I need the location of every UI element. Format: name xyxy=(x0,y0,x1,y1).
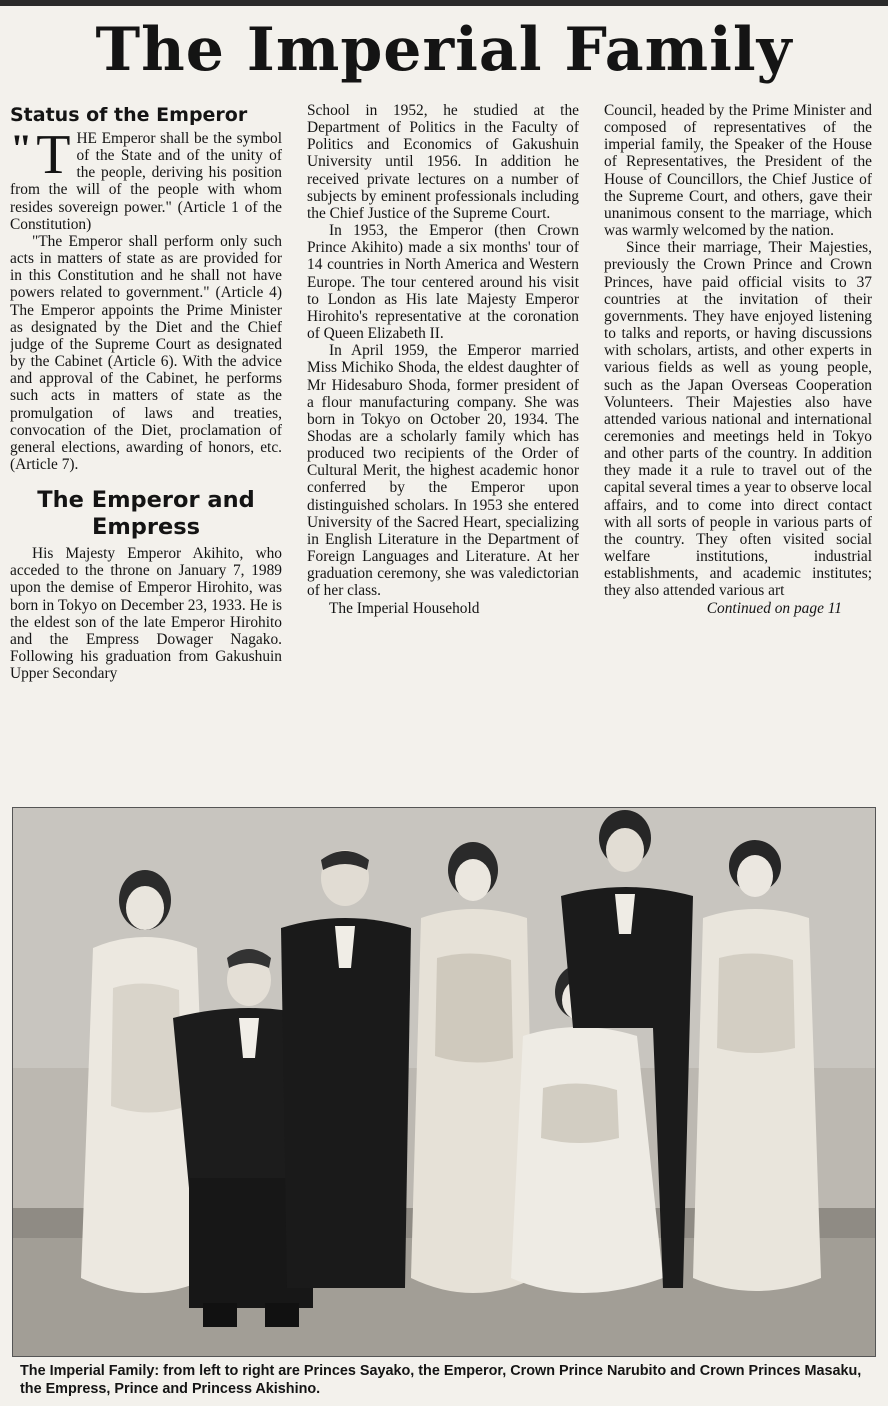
masthead-title: The Imperial Family xyxy=(95,15,793,85)
photo-caption: The Imperial Family: from left to right are Princes Sayako, the Emperor, Crown Prince Narubito and Crown Princes Masaku, the Empress, Prince and Princess Akishino. xyxy=(20,1363,862,1397)
quote-body: HE Emperor shall be the symbol of the State and of the unity of the people, deriving his position from the will of the people with whom resides sovereign power." (Article 1 of the Constitution) xyxy=(10,130,282,233)
family-photo xyxy=(12,807,876,1357)
continued-note: Continued on page 11 xyxy=(706,599,842,617)
paragraph: Council, headed by the Prime Minister and composed of representatives of the imperial family, the Speaker of the House of Representatives, the President of the House of Councillors, the Chief Justice of the Supreme Court, and others, gave their unanimous consent to the marriage, which was warmly welcomed by the nation. xyxy=(604,102,872,240)
section-heading-emperor-empress: The Emperor and Empress xyxy=(37,487,255,541)
family-photo-illustration xyxy=(13,808,875,1356)
drop-cap: T xyxy=(36,124,71,186)
paragraph: "The Emperor shall perform only such acts in matters of state as are provided for in this Constitution and he shall not have powers related to government." (Article 4) The Emperor appoints the Prime Minister as designated by the Diet and the Chief judge of the Supreme Court as designated by the Cabinet (Article 6). With the advice and approval of the Cabinet, he performs such acts in matters of state as the promulgation of laws and treaties, convocation of the Diet, proclamation of general elections, awarding of honors, etc. (Article 7). xyxy=(10,232,282,473)
paragraph: In April 1959, the Emperor married Miss Michiko Shoda, the eldest daughter of Mr Hidesaburo Shoda, former president of a flour manufacturing company. She was born in Tokyo on October 20, 1934. The Shodas are a scholarly family which has produced two recipients of the Order of Cultural Merit, the highest academic honor conferred by the Emperor upon distinguished scholars. In 1953 she entered University of the Sacred Heart, specializing in English Literature in the Department of Foreign Languages and Literature. At her graduation ceremony, she was valedictorian of her class. xyxy=(307,342,579,600)
paragraph: Since their marriage, Their Majesties, previously the Crown Prince and Crown Princes, have paid official visits to 37 countries at the invitation of their governments. They have enjoyed listening to talks and reports, or having discussions with scholars, artists, and other experts in various fields as well as young people, such as the Japan Overseas Cooperation Volunteers. Their Majesties also have attended various national and international ceremonies and meetings held in Tokyo and other parts of the country. In addition they made it a rule to travel out of the capital several times a year to observe local affairs, and to come into direct contact with all sorts of people in various parts of the country. They often visited social welfare institutions, industrial establishments, and academic institutes; they also attended various art xyxy=(604,239,872,600)
column-3 xyxy=(604,102,872,802)
column-2 xyxy=(307,102,579,802)
open-quote-mark: " xyxy=(10,126,33,171)
constitution-quote xyxy=(10,124,282,233)
section-heading-status: Status of the Emperor xyxy=(10,104,248,126)
paragraph: His Majesty Emperor Akihito, who acceded to the throne on January 7, 1989 upon the demise of Emperor Hirohito, was born in Tokyo on December 23, 1933. He is the eldest son of the late Emperor Hirohito and the Empress Dowager Nagako. Following his graduation from Gakushuin Upper Secondary xyxy=(10,545,282,683)
paragraph: In 1953, the Emperor (then Crown Prince Akihito) made a six months' tour of 14 countries in North America and Western Europe. The tour centered around his visit to London as His late Majesty Emperor Hirohito's representative at the coronation of Queen Elizabeth II. xyxy=(307,222,579,343)
paragraph: School in 1952, he studied at the Department of Politics in the Faculty of Politics and Economics of Gakushuin University until 1956. In addition he received private lectures on a number of subjects by eminent professionals including the Chief Justice of the Supreme Court. xyxy=(307,102,579,222)
column-1 xyxy=(10,102,282,802)
paragraph: The Imperial Household xyxy=(329,599,480,617)
